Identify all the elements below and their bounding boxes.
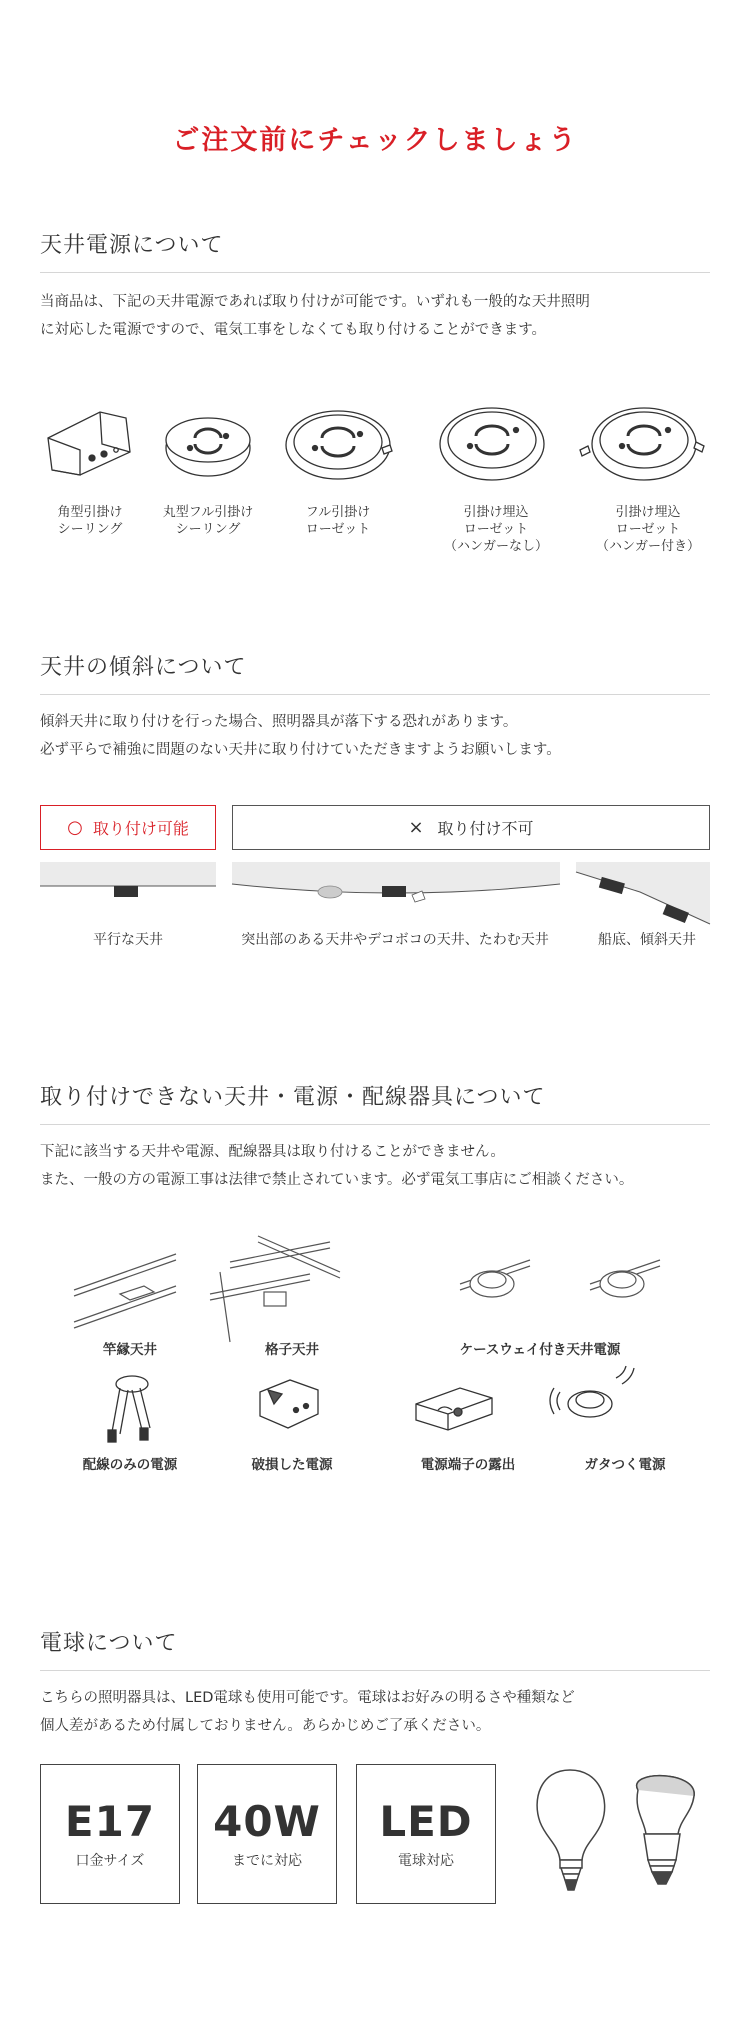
spec-base-size-value: E17 — [64, 1797, 156, 1846]
section-heading-ceiling-power: 天井電源について — [40, 233, 224, 258]
socket-caption-embedded-with-hanger: 引掛け埋込 ローゼット （ハンガー付き） — [595, 505, 700, 554]
page-title: ご注文前にチェックしましょう — [172, 125, 578, 156]
spec-wattage-label: までに対応 — [232, 1853, 302, 1869]
section-bulb-body: こちらの照明器具は、LED電球も使用可能です。電球はお好みの明るさや種類など 個人差があるため付属しておりません。あらかじめご了承ください。 — [40, 1690, 575, 1734]
section-ceiling-slope-body: 傾斜天井に取り付けを行った場合、照明器具が落下する恐れがあります。 必ず平らで補強に問題のない天井に取り付けていただきますようお願いします。 — [40, 714, 561, 758]
square-ceiling-socket-icon — [48, 412, 130, 475]
section-heading-ceiling-slope: 天井の傾斜について — [40, 655, 247, 680]
broken-power-icon — [260, 1380, 318, 1428]
caption-exposed-terminal: 電源端子の露出 — [420, 1457, 516, 1473]
slanted-ceiling-icon — [576, 862, 710, 924]
section-divider — [40, 272, 710, 273]
caption-wobbly-power: ガタつく電源 — [584, 1457, 666, 1473]
socket-caption-full-hook-rosette: フル引掛け ローゼット — [305, 505, 371, 537]
section-heading-bulb: 電球について — [40, 1631, 178, 1656]
spec-base-size-label: 口金サイズ — [75, 1853, 145, 1869]
spec-led-label: 電球対応 — [398, 1853, 454, 1869]
ceiling-socket-illustrations — [40, 400, 720, 500]
wiring-only-icon — [108, 1376, 150, 1442]
caption-batten-ceiling: 竿縁天井 — [103, 1342, 157, 1358]
caseway-power-icon — [460, 1260, 660, 1297]
socket-caption-round-full: 丸型フル引掛け シーリング — [162, 505, 254, 537]
cross-mark-icon: × — [408, 817, 424, 838]
section-divider — [40, 694, 710, 695]
led-bulb-icon — [637, 1776, 695, 1884]
section-divider — [40, 1124, 710, 1125]
installable-label: 取り付け可能 — [92, 819, 189, 838]
caption-broken-power: 破損した電源 — [251, 1457, 333, 1473]
spec-led-value: LED — [379, 1797, 473, 1846]
caption-slanted-ceiling: 船底、傾斜天井 — [598, 932, 696, 948]
batten-ceiling-icon — [74, 1254, 176, 1328]
incandescent-bulb-icon — [537, 1770, 605, 1890]
socket-caption-embedded-no-hanger: 引掛け埋込 ローゼット （ハンガーなし） — [443, 505, 548, 554]
installable-box — [40, 805, 216, 850]
embedded-rosette-no-hanger-icon — [440, 408, 544, 480]
full-hook-rosette-icon — [286, 411, 392, 479]
caption-wiring-only: 配線のみの電源 — [82, 1457, 178, 1473]
spec-wattage-value: 40W — [213, 1797, 321, 1846]
section-heading-not-installable: 取り付けできない天井・電源・配線器具について — [40, 1085, 546, 1110]
caption-uneven-ceiling: 突出部のある天井やデコボコの天井、たわむ天井 — [241, 932, 549, 948]
socket-caption-square: 角型引掛け シーリング — [57, 505, 123, 537]
bulb-illustrations — [530, 1760, 710, 1910]
embedded-rosette-with-hanger-icon — [580, 408, 704, 480]
wobbly-power-icon — [550, 1366, 634, 1417]
not-installable-label: 取り付け不可 — [437, 819, 534, 838]
flat-ceiling-icon — [40, 862, 216, 897]
section-divider — [40, 1670, 710, 1671]
ceiling-slope-illustrations — [40, 862, 710, 932]
section-not-installable-body: 下記に該当する天井や電源、配線器具は取り付けることができません。 また、一般の方の電源工事は法律で禁止されています。必ず電気工事店にご相談ください。 — [40, 1144, 634, 1188]
caption-caseway-power: ケースウェイ付き天井電源 — [459, 1342, 621, 1358]
caption-flat-ceiling: 平行な天井 — [93, 932, 163, 948]
circle-mark-icon: ○ — [67, 817, 83, 838]
exposed-terminal-icon — [416, 1388, 492, 1430]
round-full-ceiling-socket-icon — [166, 418, 250, 476]
spec-box-wattage — [197, 1764, 337, 1904]
lattice-ceiling-icon — [210, 1236, 340, 1342]
not-installable-box — [232, 805, 710, 850]
caption-lattice-ceiling: 格子天井 — [265, 1342, 319, 1358]
spec-box-base-size — [40, 1764, 180, 1904]
uneven-ceiling-icon — [232, 862, 560, 902]
spec-box-led — [356, 1764, 496, 1904]
section-ceiling-power-body: 当商品は、下記の天井電源であれば取り付けが可能です。いずれも一般的な天井照明 に対応した電源ですので、電気工事をしなくても取り付けることができます。 — [40, 294, 590, 338]
